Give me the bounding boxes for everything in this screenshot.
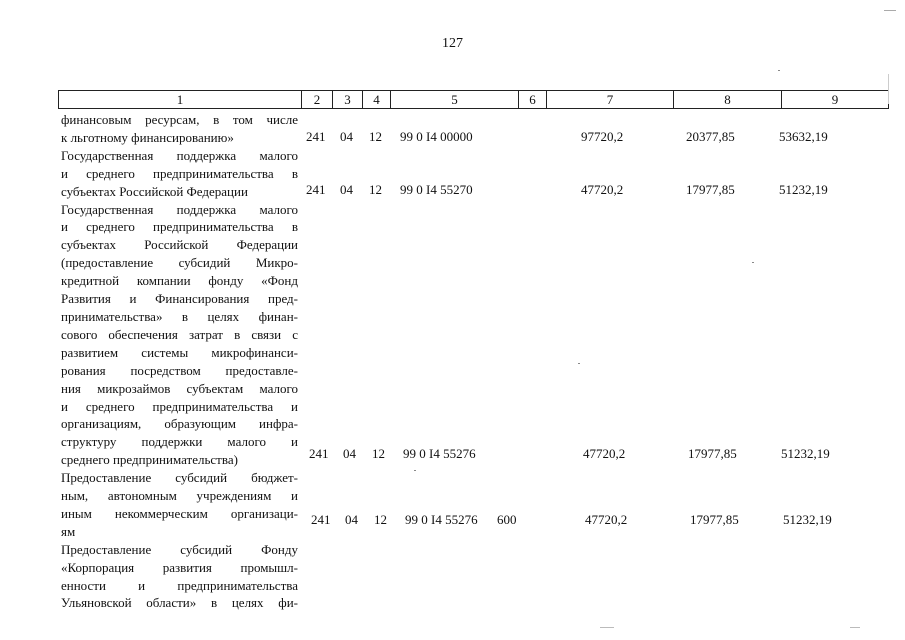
- description-line: к льготному финансированию»: [61, 129, 234, 145]
- description-line: принимательства» в целях финан-: [61, 308, 298, 324]
- row-col-9: 51232,19: [783, 512, 832, 527]
- description-line: субъектах Российской Федерации: [61, 183, 248, 199]
- description-line: и среднего предпринимательства в: [61, 165, 298, 181]
- description-line: Развития и Финансирования пред-: [61, 291, 298, 307]
- row-col-8: 20377,85: [686, 129, 735, 144]
- page-number: 127: [442, 36, 463, 51]
- header-col-1: 1: [59, 91, 302, 108]
- scan-speck: [414, 470, 416, 471]
- description-line: ния микрозаймов субъектам малого: [61, 380, 298, 396]
- header-col-6: 6: [519, 91, 547, 108]
- description-line: рования посредством предоставле-: [61, 362, 298, 378]
- description-line: сового обеспечения затрат в связи с: [61, 326, 298, 342]
- row-col-8: 17977,85: [686, 182, 735, 197]
- scan-speck: [752, 262, 754, 263]
- row-col-8: 17977,85: [688, 446, 737, 461]
- row-col-5: 99 0 I4 55276: [405, 512, 478, 527]
- row-col-4: 12: [374, 512, 387, 527]
- header-col-4: 4: [363, 91, 391, 108]
- table-row: [0, 182, 905, 200]
- scan-speck: [888, 74, 889, 104]
- description-line: Государственная поддержка малого: [61, 147, 298, 163]
- row-col-9: 51232,19: [779, 182, 828, 197]
- description-line: структуру поддержки малого и: [61, 434, 298, 450]
- row-col-9: 53632,19: [779, 129, 828, 144]
- description-line: субъектах Российской Федерации: [61, 237, 298, 253]
- row-col-8: 17977,85: [690, 512, 739, 527]
- row-col-5: 99 0 I4 55276: [403, 446, 476, 461]
- header-col-5: 5: [391, 91, 519, 108]
- description-line: развитием системы микрофинанси-: [61, 344, 298, 360]
- scan-speck: [850, 627, 860, 628]
- description-line: «Корпорация развития промышл-: [61, 559, 298, 575]
- row-col-4: 12: [372, 446, 385, 461]
- scan-speck: [778, 70, 780, 71]
- row-col-4: 12: [369, 129, 382, 144]
- row-col-3: 04: [345, 512, 358, 527]
- scan-speck: [578, 363, 580, 364]
- row-col-2: 241: [306, 129, 326, 144]
- header-col-3: 3: [333, 91, 363, 108]
- description-line: среднего предпринимательства): [61, 452, 238, 468]
- description-line: Государственная поддержка малого: [61, 201, 298, 217]
- row-col-6: 600: [497, 512, 517, 527]
- row-col-3: 04: [340, 129, 353, 144]
- row-col-7: 47720,2: [583, 446, 626, 461]
- description-line: иным некоммерческим организаци-: [61, 505, 298, 521]
- description-line: ям: [61, 523, 76, 539]
- header-col-8: 8: [674, 91, 782, 108]
- row-col-7: 97720,2: [581, 129, 624, 144]
- description-line: и среднего предпринимательства в: [61, 219, 298, 235]
- row-col-5: 99 0 I4 55270: [400, 182, 473, 197]
- row-col-4: 12: [369, 182, 382, 197]
- description-line: и среднего предпринимательства и: [61, 398, 298, 414]
- row-col-2: 241: [309, 446, 329, 461]
- row-col-7: 47720,2: [585, 512, 628, 527]
- row-col-7: 47720,2: [581, 182, 624, 197]
- header-col-7: 7: [547, 91, 674, 108]
- scan-speck: [600, 627, 614, 628]
- row-col-2: 241: [306, 182, 326, 197]
- row-col-5: 99 0 I4 00000: [400, 129, 473, 144]
- table-row: [0, 512, 905, 530]
- table-row: [0, 129, 905, 147]
- table-row: [0, 446, 905, 464]
- row-col-3: 04: [340, 182, 353, 197]
- scan-speck: [884, 10, 896, 11]
- description-line: (предоставление субсидий Микро-: [61, 255, 298, 271]
- description-line: финансовым ресурсам, в том числе: [61, 112, 298, 127]
- header-col-2: 2: [302, 91, 333, 108]
- description-line: кредитной компании фонду «Фонд: [61, 273, 298, 289]
- row-col-3: 04: [343, 446, 356, 461]
- description-line: енности и предпринимательства: [61, 577, 298, 593]
- header-col-9: 9: [831, 92, 839, 107]
- row-col-2: 241: [311, 512, 331, 527]
- description-line: Ульяновской области» в целях фи-: [61, 595, 298, 611]
- description-line: Предоставление субсидий бюджет-: [61, 470, 298, 486]
- description-line: организациям, образующим инфра-: [61, 416, 298, 432]
- row-col-9: 51232,19: [781, 446, 830, 461]
- description-line: ным, автономным учреждениям и: [61, 488, 298, 504]
- table-header: [58, 90, 889, 109]
- description-line: Предоставление субсидий Фонду: [61, 541, 298, 557]
